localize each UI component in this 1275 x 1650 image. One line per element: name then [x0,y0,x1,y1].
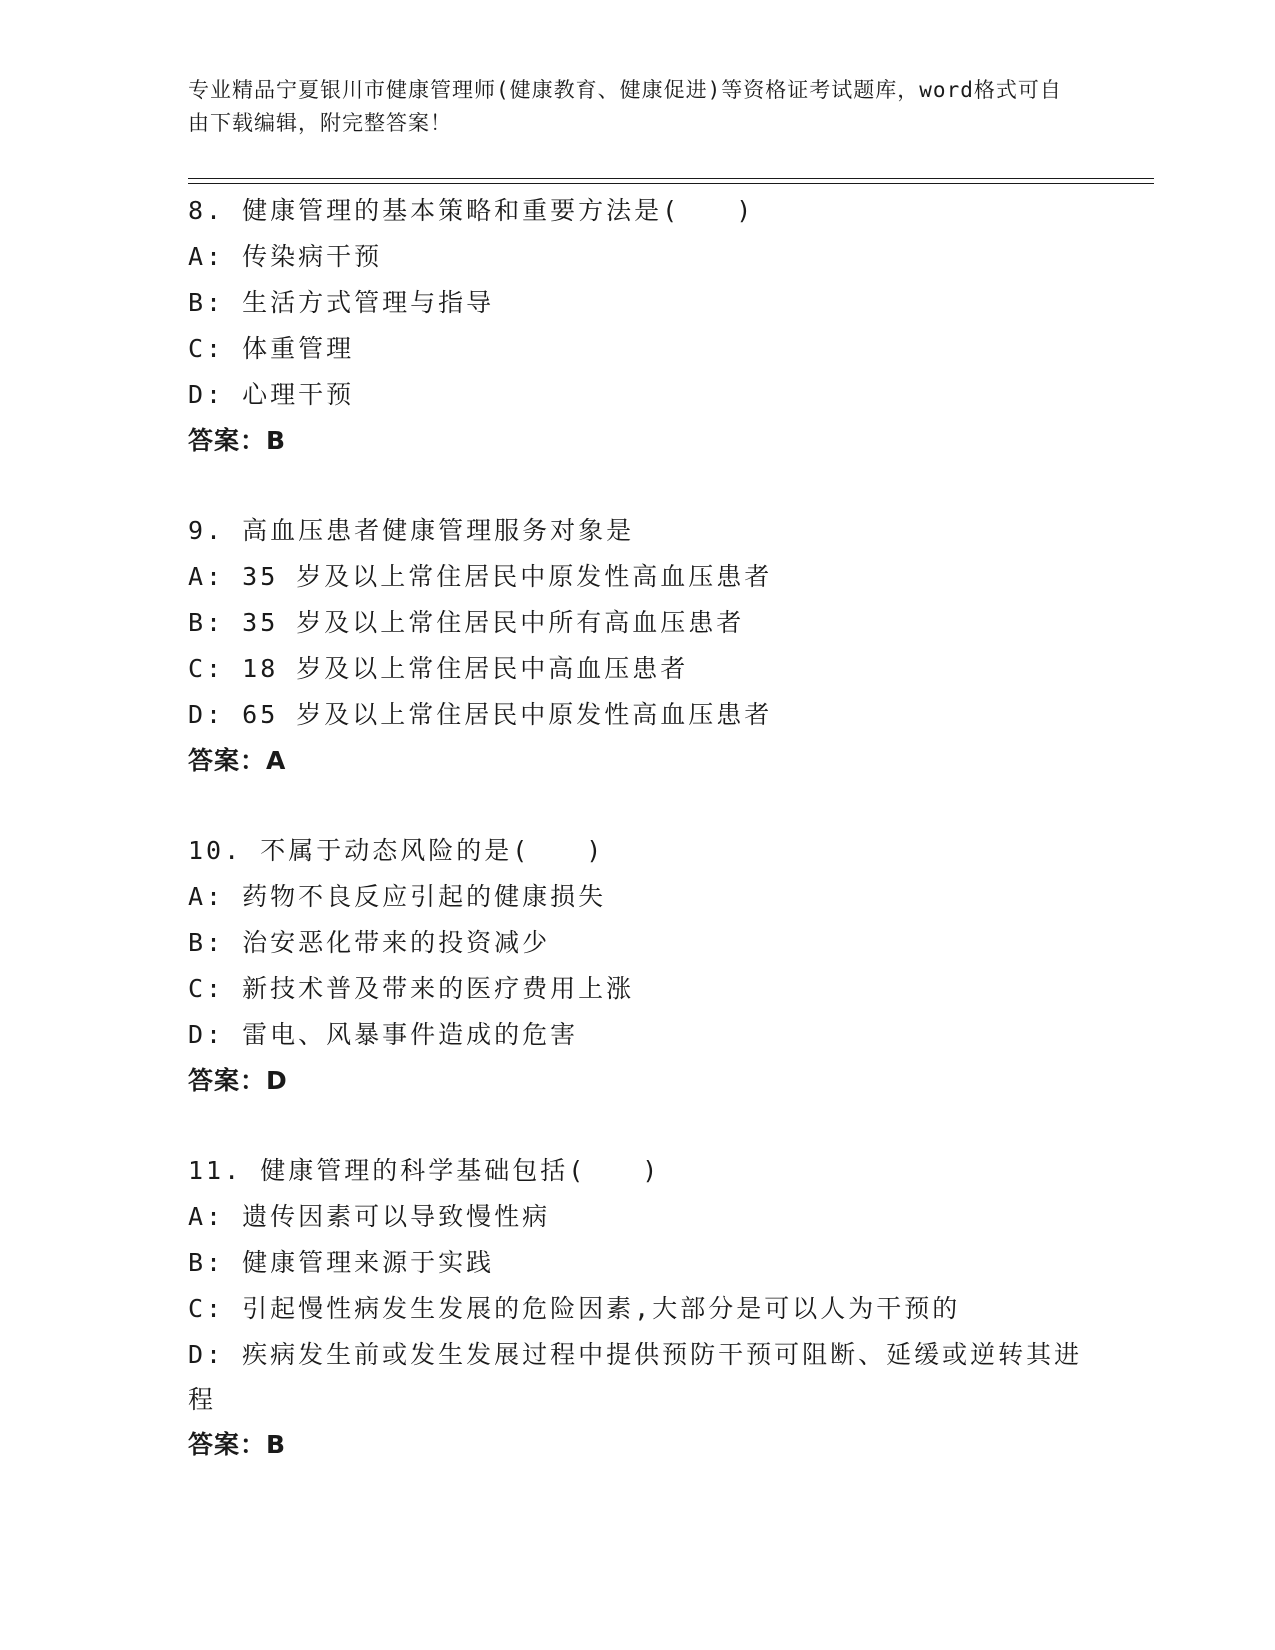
option-d: D: 雷电、风暴事件造成的危害 [188,1020,579,1049]
option-b: B: 健康管理来源于实践 [188,1248,495,1277]
option-a: A: 35 岁及以上常住居民中原发性高血压患者 [188,562,773,591]
answer-label: 答案：D [188,1066,288,1095]
option-b: B: 生活方式管理与指导 [188,288,495,317]
question-9 [188,508,1088,784]
header-divider-top [188,178,1154,179]
question-stem: 9. 高血压患者健康管理服务对象是 [188,516,635,545]
question-10 [188,828,1088,1104]
option-a: A: 药物不良反应引起的健康损失 [188,882,607,911]
question-stem: 8. 健康管理的基本策略和重要方法是( ) [188,196,755,225]
question-8 [188,188,1088,464]
question-stem: 11. 健康管理的科学基础包括( ) [188,1156,661,1185]
answer-label: 答案：B [188,426,287,455]
answer-label: 答案：B [188,1430,287,1459]
question-stem: 10. 不属于动态风险的是( ) [188,836,605,865]
option-b: B: 治安恶化带来的投资减少 [188,928,551,957]
question-11 [188,1148,1088,1468]
option-d: D: 疾病发生前或发生发展过程中提供预防干预可阻断、延缓或逆转其进程 [188,1340,1083,1414]
option-d: D: 心理干预 [188,380,355,409]
header-divider-bottom [188,183,1154,184]
option-c: C: 18 岁及以上常住居民中高血压患者 [188,654,689,683]
option-b: B: 35 岁及以上常住居民中所有高血压患者 [188,608,745,637]
option-d: D: 65 岁及以上常住居民中原发性高血压患者 [188,700,773,729]
option-c: C: 新技术普及带来的医疗费用上涨 [188,974,635,1003]
option-a: A: 传染病干预 [188,242,383,271]
option-a: A: 遗传因素可以导致慢性病 [188,1202,551,1231]
answer-label: 答案：A [188,746,287,775]
document-header [188,74,1068,140]
option-c: C: 引起慢性病发生发展的危险因素,大部分是可以人为干预的 [188,1294,961,1323]
option-c: C: 体重管理 [188,334,355,363]
header-intro-text: 专业精品宁夏银川市健康管理师(健康教育、健康促进)等资格证考试题库，word格式可自由下载编辑，附完整答案！ [188,78,1062,135]
